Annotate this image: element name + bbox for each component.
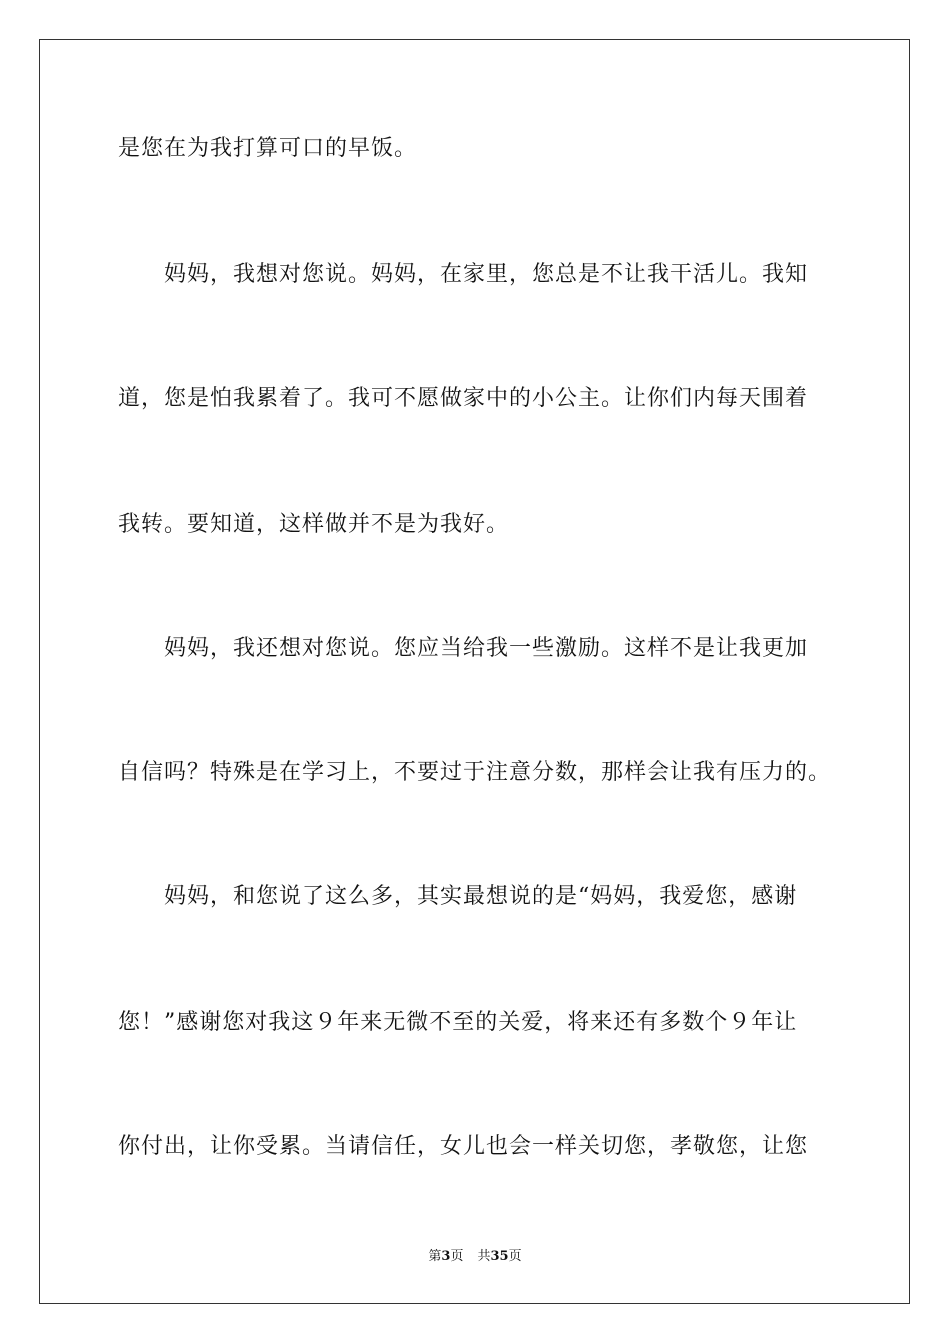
- page-number: 3: [441, 1249, 451, 1264]
- paragraph-line: 妈妈，我想对您说。妈妈，在家里，您总是不让我干活儿。我知: [164, 262, 809, 287]
- paragraph-line: 道，您是怕我累着了。我可不愿做家中的小公主。让你们内每天围着: [118, 386, 809, 411]
- page-footer: [0, 1248, 950, 1266]
- paragraph-line: 你付出，让你受累。当请信任，女儿也会一样关切您，孝敬您，让您: [118, 1134, 809, 1159]
- total-pages: 35: [490, 1249, 509, 1264]
- total-label-prefix: 共: [477, 1249, 491, 1264]
- paragraph-line: 您！”感谢您对我这９年来无微不至的关爱，将来还有多数个９年让: [118, 1010, 798, 1035]
- paragraph-line: 是您在为我打算可口的早饭。: [118, 136, 418, 161]
- page-border: [39, 39, 910, 1304]
- paragraph-line: 自信吗？特殊是在学习上，不要过于注意分数，那样会让我有压力的。: [118, 760, 832, 785]
- page-label-prefix: 第: [428, 1249, 442, 1264]
- paragraph-line: 妈妈，和您说了这么多，其实最想说的是“妈妈，我爱您，感谢: [164, 884, 798, 909]
- paragraph-line: 妈妈，我还想对您说。您应当给我一些激励。这样不是让我更加: [164, 636, 809, 661]
- page-label-suffix: 页: [450, 1249, 464, 1264]
- paragraph-line: 我转。要知道，这样做并不是为我好。: [118, 512, 510, 537]
- total-label-suffix: 页: [508, 1249, 522, 1264]
